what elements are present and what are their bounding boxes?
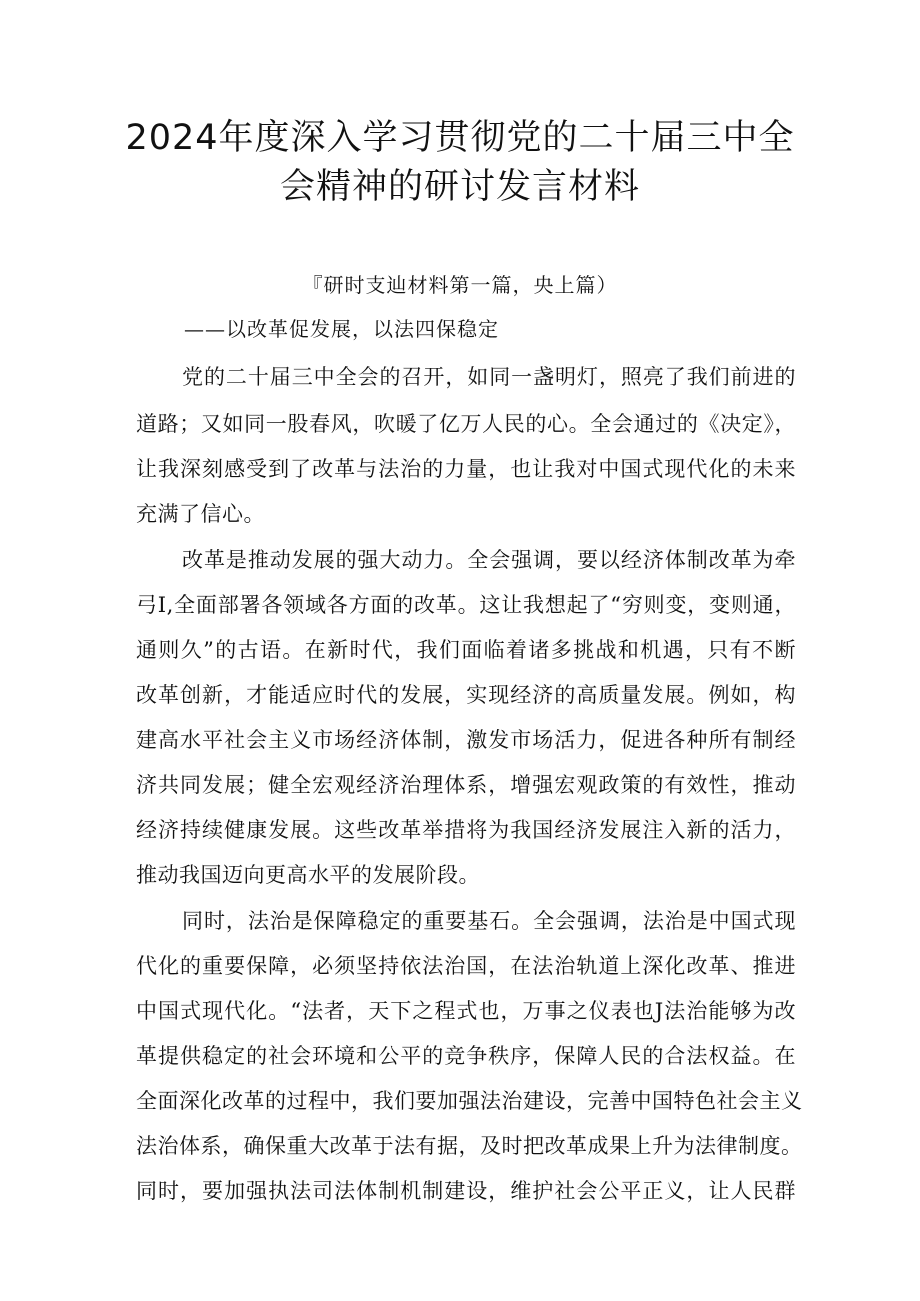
- document-title-line-2: 会精神的研讨发言材料: [279, 167, 640, 207]
- body-line: 建高水平社会主义市场经济体制，激发市场活力，促进各种所有制经: [136, 728, 796, 752]
- document-motto: ——以改革促发展，以法四保稳定: [184, 317, 499, 341]
- document-subtitle: 『研时支辿材料第一篇，央上篇）: [302, 273, 618, 297]
- body-line: 通则久”的古语。在新时代，我们面临着诸多挑战和机遇，只有不断: [136, 638, 796, 662]
- body-line: 经济持续健康发展。这些改革举措将为我国经济发展注入新的活力，: [136, 818, 796, 842]
- body-line: 让我深刻感受到了改革与法治的力量，也让我对中国式现代化的未来: [136, 457, 796, 481]
- body-line: 中国式现代化。“法者，天下之程式也，万事之仪表也J法治能够为改: [136, 999, 796, 1023]
- body-line: 法治体系，确保重大改革于法有据，及时把改革成果上升为法律制度。: [136, 1134, 803, 1158]
- body-line: 革提供稳定的社会环境和公平的竞争秩序，保障人民的合法权益。在: [136, 1044, 796, 1068]
- body-line: 党的二十届三中全会的召开，如同一盏明灯，照亮了我们前进的: [182, 365, 796, 389]
- body-line: 充满了信心。: [136, 502, 265, 526]
- body-line: 弓I,全面部署各领域各方面的改革。这让我想起了“穷则变，变则通，: [136, 593, 796, 617]
- body-line: 全面深化改革的过程中，我们要加强法治建设，完善中国特色社会主义: [136, 1089, 803, 1113]
- body-line: 道路；又如同一股春风，吹暖了亿万人民的心。全会通过的《决定》，: [136, 412, 796, 436]
- body-line: 改革是推动发展的强大动力。全会强调，要以经济体制改革为牵: [182, 548, 796, 572]
- body-line: 济共同发展；健全宏观经济治理体系，增强宏观政策的有效性，推动: [136, 773, 796, 797]
- document-title-line-1: 2024年度深入学习贯彻党的二十届三中全: [125, 118, 795, 158]
- body-line: 同时，法治是保障稳定的重要基石。全会强调，法治是中国式现: [182, 909, 796, 933]
- body-line: 代化的重要保障，必须坚持依法治国，在法治轨道上深化改革、推进: [136, 954, 796, 978]
- body-line: 推动我国迈向更高水平的发展阶段。: [136, 863, 480, 887]
- body-line: 改革创新，才能适应时代的发展，实现经济的高质量发展。例如，构: [136, 683, 796, 707]
- body-line: 同时，要加强执法司法体制机制建设，维护社会公平正义，让人民群: [136, 1179, 796, 1203]
